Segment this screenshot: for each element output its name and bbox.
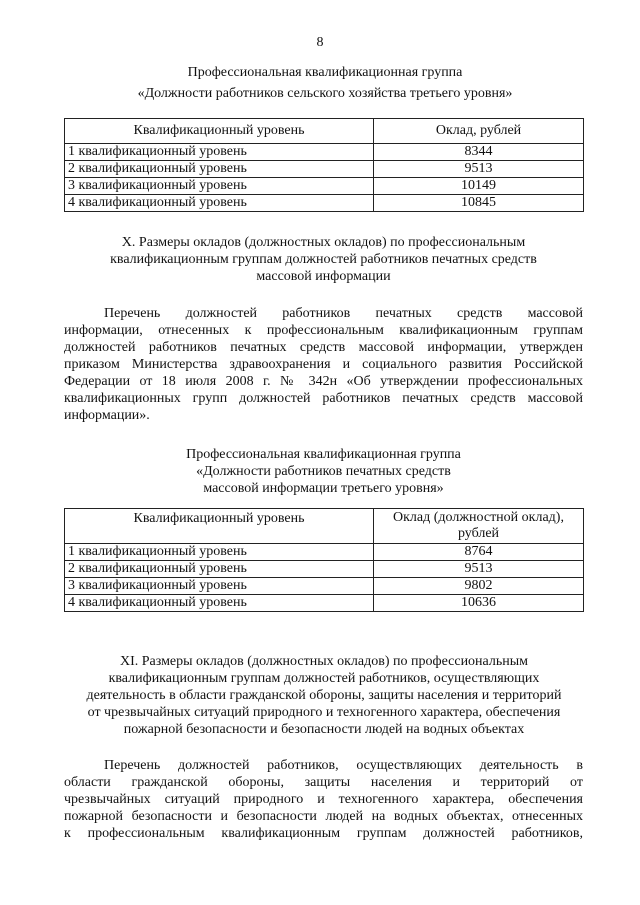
section-10-heading-line3: массовой информации — [256, 269, 391, 284]
level-cell: 1 квалификационный уровень — [65, 144, 374, 161]
table-row — [65, 578, 584, 595]
paragraph-line: Перечень должностей работников печатных средств массовой — [104, 306, 583, 321]
level-cell: 1 квалификационный уровень — [65, 544, 374, 561]
level-cell: 4 квалификационный уровень — [65, 595, 374, 612]
paragraph-line: области гражданской обороны, защиты населения и территорий от — [64, 775, 583, 790]
paragraph-line: к профессиональным квалификационным группам должностей работников, — [64, 826, 583, 841]
salary-cell: 9513 — [374, 161, 584, 178]
group2-title — [64, 446, 583, 497]
paragraph-line: квалификационных групп должностей работников печатных средств массовой — [64, 391, 583, 406]
salary-cell: 8764 — [374, 544, 584, 561]
level-cell: 4 квалификационный уровень — [65, 195, 374, 212]
salary-cell: 10845 — [374, 195, 584, 212]
group1-title-line1: Профессиональная квалификационная группа — [187, 65, 463, 80]
table-row — [65, 161, 584, 178]
salary-cell: 9802 — [374, 578, 584, 595]
group2-title-line1: Профессиональная квалификационная группа — [186, 447, 461, 462]
header-salary: Оклад, рублей — [374, 119, 584, 144]
section-11-heading-line4: от чрезвычайных ситуаций природного и техногенного характера, обеспечения — [87, 705, 561, 720]
table-row — [65, 544, 584, 561]
table-row — [65, 195, 584, 212]
paragraph-line: информации, отнесенных к профессиональным квалификационным группам — [64, 323, 583, 338]
table-header-row — [65, 509, 584, 544]
group1-salary-table — [64, 118, 584, 212]
section-11-heading-line2: квалификационным группам должностей работников, осуществляющих — [108, 671, 540, 686]
header-level: Квалификационный уровень — [65, 119, 374, 144]
section-11-heading — [50, 653, 598, 738]
table-row — [65, 595, 584, 612]
paragraph-line: должностей работников печатных средств массовой информации, утвержден — [64, 340, 583, 355]
section-11-heading-line3: деятельность в области гражданской обороны, защиты населения и территорий — [86, 688, 562, 703]
group2-title-line2: «Должности работников печатных средств — [196, 464, 451, 479]
group2-salary-table — [64, 508, 584, 612]
level-cell: 2 квалификационный уровень — [65, 561, 374, 578]
paragraph-line: Перечень должностей работников, осуществляющих деятельность в — [104, 758, 583, 773]
level-cell: 2 квалификационный уровень — [65, 161, 374, 178]
section-10-heading-line1: X. Размеры окладов (должностных окладов) по профессиональным — [121, 235, 526, 250]
header-salary — [374, 509, 584, 544]
section-11-heading-line5: пожарной безопасности и безопасности людей на водных объектах — [123, 722, 525, 737]
salary-cell: 9513 — [374, 561, 584, 578]
header-level: Квалификационный уровень — [65, 509, 374, 544]
header-salary-line2: рублей — [457, 526, 500, 541]
level-cell: 3 квалификационный уровень — [65, 178, 374, 195]
section-11-paragraph — [64, 757, 583, 842]
table-row — [65, 144, 584, 161]
page-number: 8 — [316, 35, 324, 50]
salary-cell: 10636 — [374, 595, 584, 612]
section-10-paragraph — [64, 305, 583, 424]
salary-cell: 10149 — [374, 178, 584, 195]
paragraph-line: приказом Министерства здравоохранения и социального развития Российской — [64, 357, 583, 372]
section-10-heading — [64, 234, 583, 285]
salary-cell: 8344 — [374, 144, 584, 161]
table-row — [65, 178, 584, 195]
header-salary-line1: Оклад (должностной оклад), — [393, 510, 564, 525]
section-10-heading-line2: квалификационным группам должностей работников печатных средств — [110, 252, 537, 267]
group1-title — [80, 64, 570, 102]
section-11-heading-line1: XI. Размеры окладов (должностных окладов) по профессиональным — [119, 654, 529, 669]
level-cell: 3 квалификационный уровень — [65, 578, 374, 595]
paragraph-line: пожарной безопасности и безопасности людей на водных объектах, отнесенных — [64, 809, 583, 824]
paragraph-line: информации». — [64, 408, 150, 423]
paragraph-line: Федерации от 18 июля 2008 г. № 342н «Об утверждении профессиональных — [64, 374, 583, 389]
paragraph-line: чрезвычайных ситуаций природного и техногенного характера, обеспечения — [64, 792, 583, 807]
table-header-row — [65, 119, 584, 144]
group1-title-line2: «Должности работников сельского хозяйства третьего уровня» — [137, 86, 513, 101]
group2-title-line3: массовой информации третьего уровня» — [203, 481, 444, 496]
table-row — [65, 561, 584, 578]
